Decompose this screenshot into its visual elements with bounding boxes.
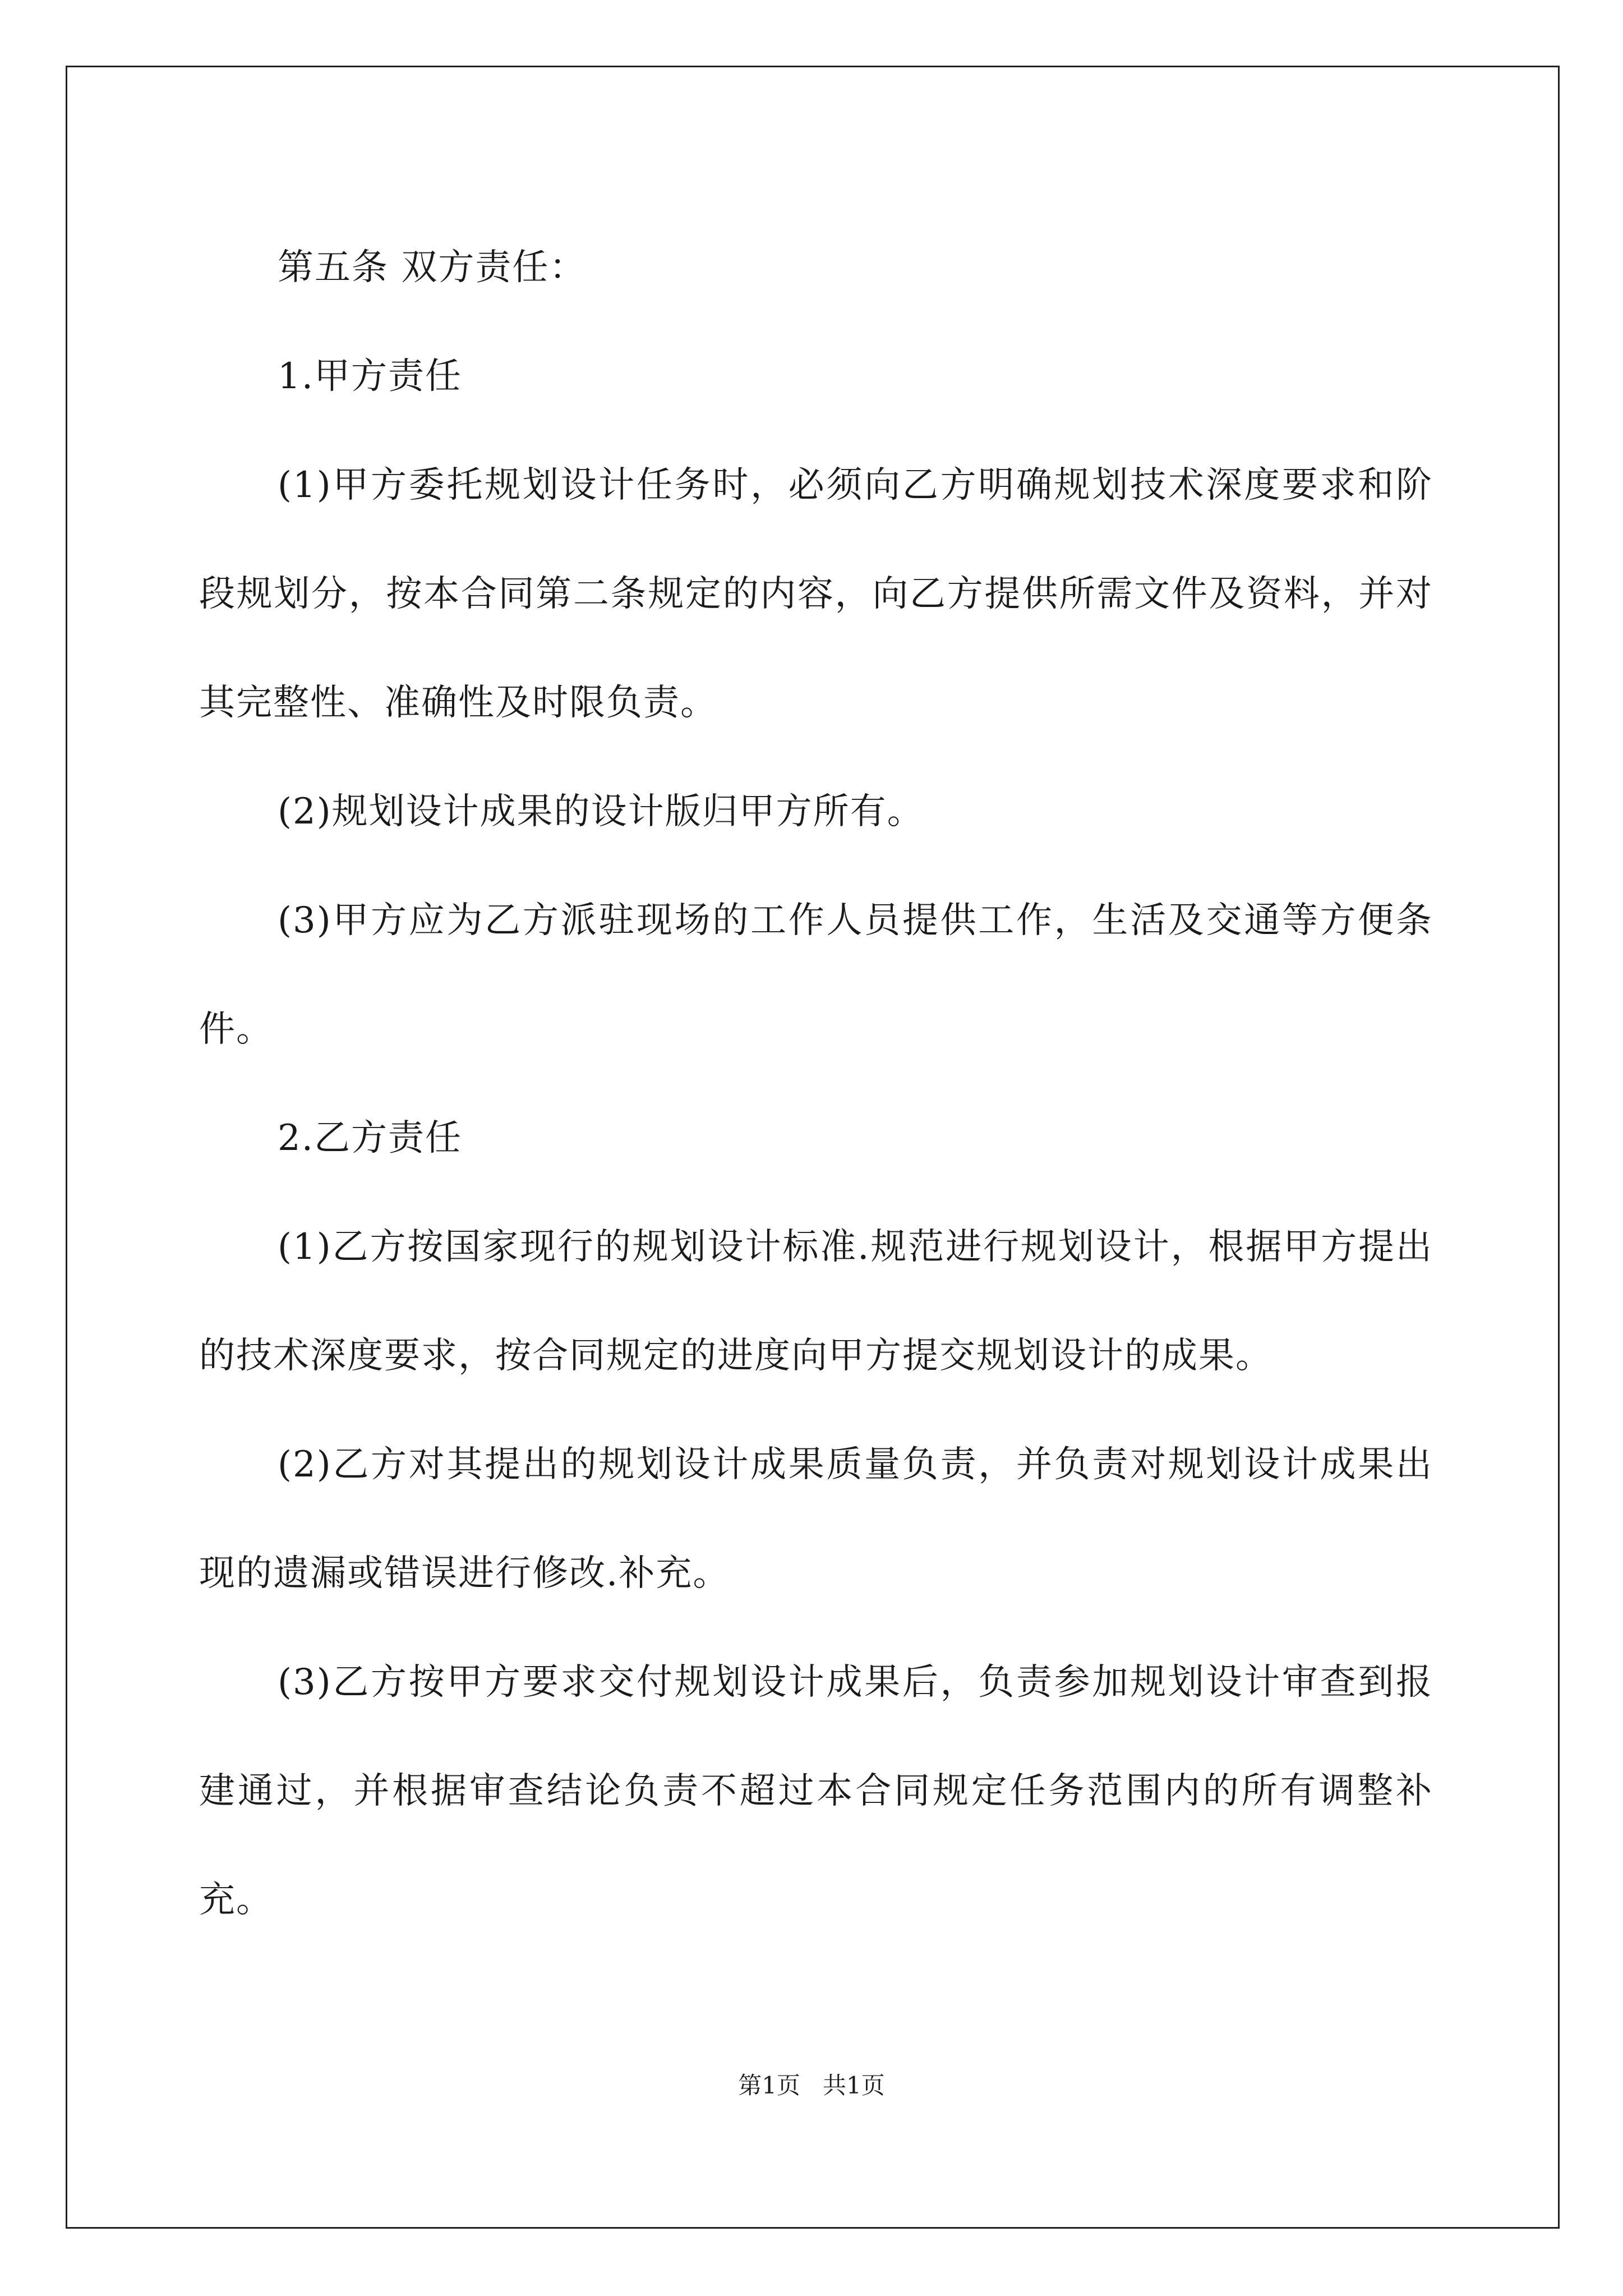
document-body (199, 213, 1433, 1954)
section-heading-party-b: 2.乙方责任 (278, 1117, 463, 1159)
party-a-clause-2: (2)规划设计成果的设计版归甲方所有。 (278, 791, 924, 832)
section-heading-party-a: 1.甲方责任 (278, 356, 463, 397)
party-a-clause-3: (3)甲方应为乙方派驻现场的工作人员提供工作，生活及交通等方便条件。 (199, 900, 1433, 1050)
page-footer: 第1页 共1页 (738, 2072, 885, 2099)
party-a-clause-1: (1)甲方委托规划设计任务时，必须向乙方明确规划技术深度要求和阶段规划分，按本合同第二条规定的内容，向乙方提供所需文件及资料，并对其完整性、准确性及时限负责。 (199, 464, 1433, 724)
article-heading: 第五条 双方责任： (278, 247, 587, 288)
party-b-clause-3: (3)乙方按甲方要求交付规划设计成果后，负责参加规划设计审查到报建通过，并根据审查结论负责不超过本合同规定任务范围内的所有调整补充。 (199, 1662, 1433, 1921)
party-b-clause-2: (2)乙方对其提出的规划设计成果质量负责，并负责对规划设计成果出现的遗漏或错误进行修改.补充。 (199, 1444, 1433, 1594)
party-b-clause-1: (1)乙方按国家现行的规划设计标准.规范进行规划设计，根据甲方提出的技术深度要求，按合同规定的进度向甲方提交规划设计的成果。 (199, 1226, 1433, 1377)
